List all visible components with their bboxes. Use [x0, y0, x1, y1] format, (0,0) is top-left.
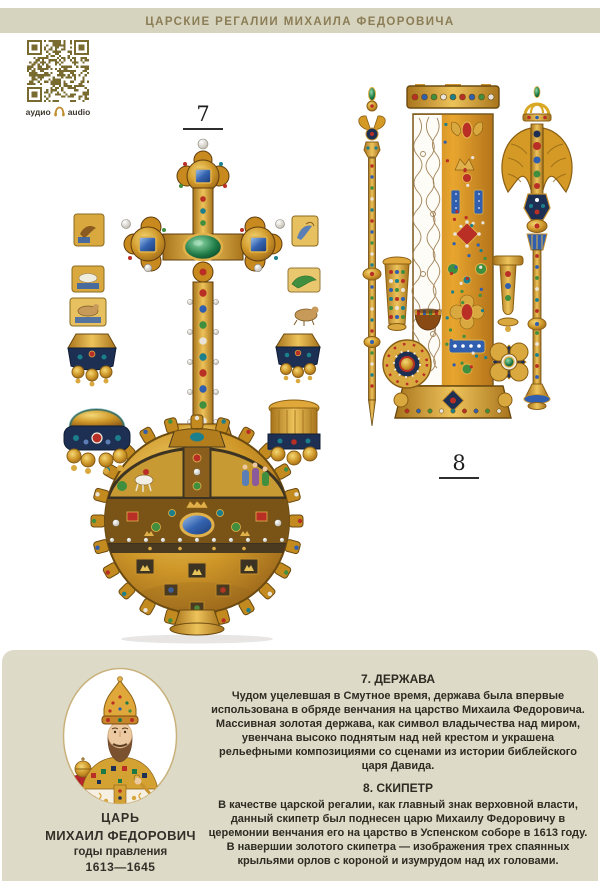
figure-7-digit: 7	[196, 102, 210, 126]
caption-name: МИХАИЛ ФЕДОРОВИЧ	[45, 828, 196, 843]
figure-8-underline	[439, 477, 479, 479]
audio-caption	[20, 106, 96, 117]
tsar-portrait-image	[61, 667, 179, 805]
info-panel	[2, 650, 598, 881]
section-scepter-text: В качестве царской регалии, как главный знак верховной власти, данный скипетр был поднесен царю Михаилу Федоровичу в церемонии венчания его на царство в Успенском соборе в 1613 году. В навершии золотого скипетра — изображения трех спаянных крыльями орлов с короной и изумрудом над их головами.	[208, 799, 588, 867]
caption-reign-label: годы правления	[73, 846, 168, 858]
figure-8-digit: 8	[452, 451, 466, 475]
tsar-portrait	[61, 667, 179, 805]
scepter-fragment-baluster-b	[493, 256, 523, 332]
section-orb-heading: 7. ДЕРЖАВА	[361, 672, 435, 686]
audio-label-en: audio	[67, 106, 91, 117]
orb-fragments-left	[64, 214, 130, 474]
scepter-full-view-left	[359, 88, 385, 427]
audio-label-ru: аудио	[25, 106, 51, 117]
qr-code-icon[interactable]	[27, 40, 89, 102]
scepter-fragment-rosette	[383, 340, 431, 388]
section-orb-text: Чудом уцелевшая в Смутное время, держава была впервые использована в обряде венчания на царство Михаила Федоровича. Массивная золотая держава, как символ владычества над миром, увенчана высоко поднятым над ней крестом и украшена рельефными композициями со сценами из истории библейского царя Давида.	[211, 690, 585, 772]
orb-cross	[122, 139, 285, 282]
scepter-fragment-quatrefoil-rosette	[490, 343, 528, 381]
page-title: ЦАРСКИЕ РЕГАЛИИ МИХАИЛА ФЕДОРОВИЧА	[145, 16, 455, 28]
figure-7-underline	[183, 128, 223, 130]
audio-qr-block[interactable]	[27, 40, 89, 117]
page-header	[0, 8, 600, 33]
figure-7-number	[182, 102, 224, 130]
portrait-caption	[28, 811, 213, 874]
caption-tsar: ЦАРЬ	[101, 811, 140, 825]
scepter-illustration	[345, 84, 595, 446]
description-column	[208, 672, 588, 876]
scepter-fragment-baluster-a	[383, 257, 411, 331]
caption-reign-years: 1613—1645	[85, 860, 156, 874]
section-scepter-heading: 8. СКИПЕТР	[363, 781, 433, 795]
orb-illustration	[60, 136, 340, 648]
headphones-icon	[53, 106, 66, 117]
orb-base	[121, 610, 273, 644]
figure-8-number	[438, 451, 480, 479]
